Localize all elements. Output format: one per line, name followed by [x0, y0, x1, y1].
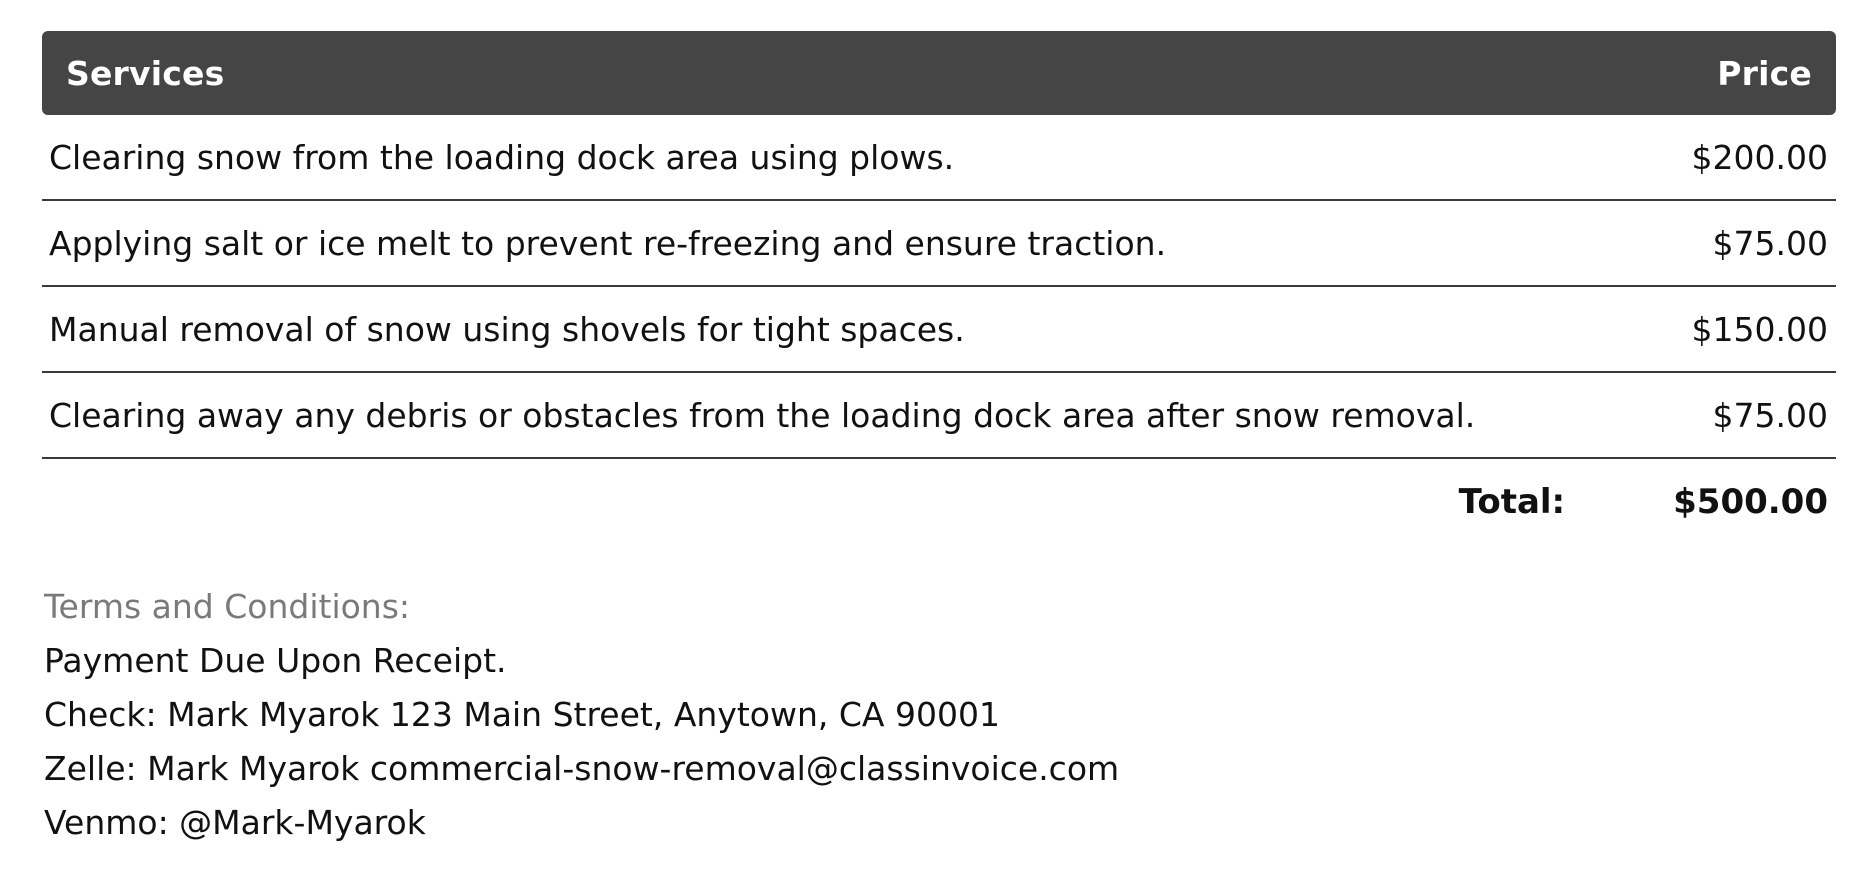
- service-price: $200.00: [1691, 137, 1828, 177]
- total-label: Total:: [1458, 482, 1566, 522]
- service-description: Applying salt or ice melt to prevent re-freezing and ensure traction.: [49, 223, 1167, 263]
- service-description: Manual removal of snow using shovels for tight spaces.: [49, 309, 965, 349]
- total-row: [42, 459, 1836, 545]
- services-column-header: Services: [66, 53, 225, 93]
- check-payment-line: Check: Mark Myarok 123 Main Street, Anytown, CA 90001: [44, 695, 1000, 734]
- zelle-payment-line: Zelle: Mark Myarok commercial-snow-removal@classinvoice.com: [44, 749, 1120, 788]
- table-rows: [42, 115, 1836, 459]
- service-description: Clearing away any debris or obstacles from the loading dock area after snow removal.: [49, 395, 1476, 435]
- service-price: $75.00: [1712, 223, 1828, 263]
- table-row: [42, 373, 1836, 459]
- total-value: $500.00: [1673, 482, 1828, 522]
- terms-and-conditions: [44, 585, 1119, 855]
- table-row: [42, 115, 1836, 201]
- payment-due-line: Payment Due Upon Receipt.: [44, 641, 507, 680]
- table-row: [42, 201, 1836, 287]
- price-column-header: Price: [1717, 53, 1812, 93]
- venmo-payment-line: Venmo: @Mark-Myarok: [44, 803, 426, 842]
- service-price: $150.00: [1691, 309, 1828, 349]
- service-description: Clearing snow from the loading dock area using plows.: [49, 137, 955, 177]
- table-header: [42, 31, 1836, 115]
- service-price: $75.00: [1712, 395, 1828, 435]
- terms-title: Terms and Conditions:: [44, 587, 411, 626]
- table-row: [42, 287, 1836, 373]
- services-table: [42, 31, 1836, 545]
